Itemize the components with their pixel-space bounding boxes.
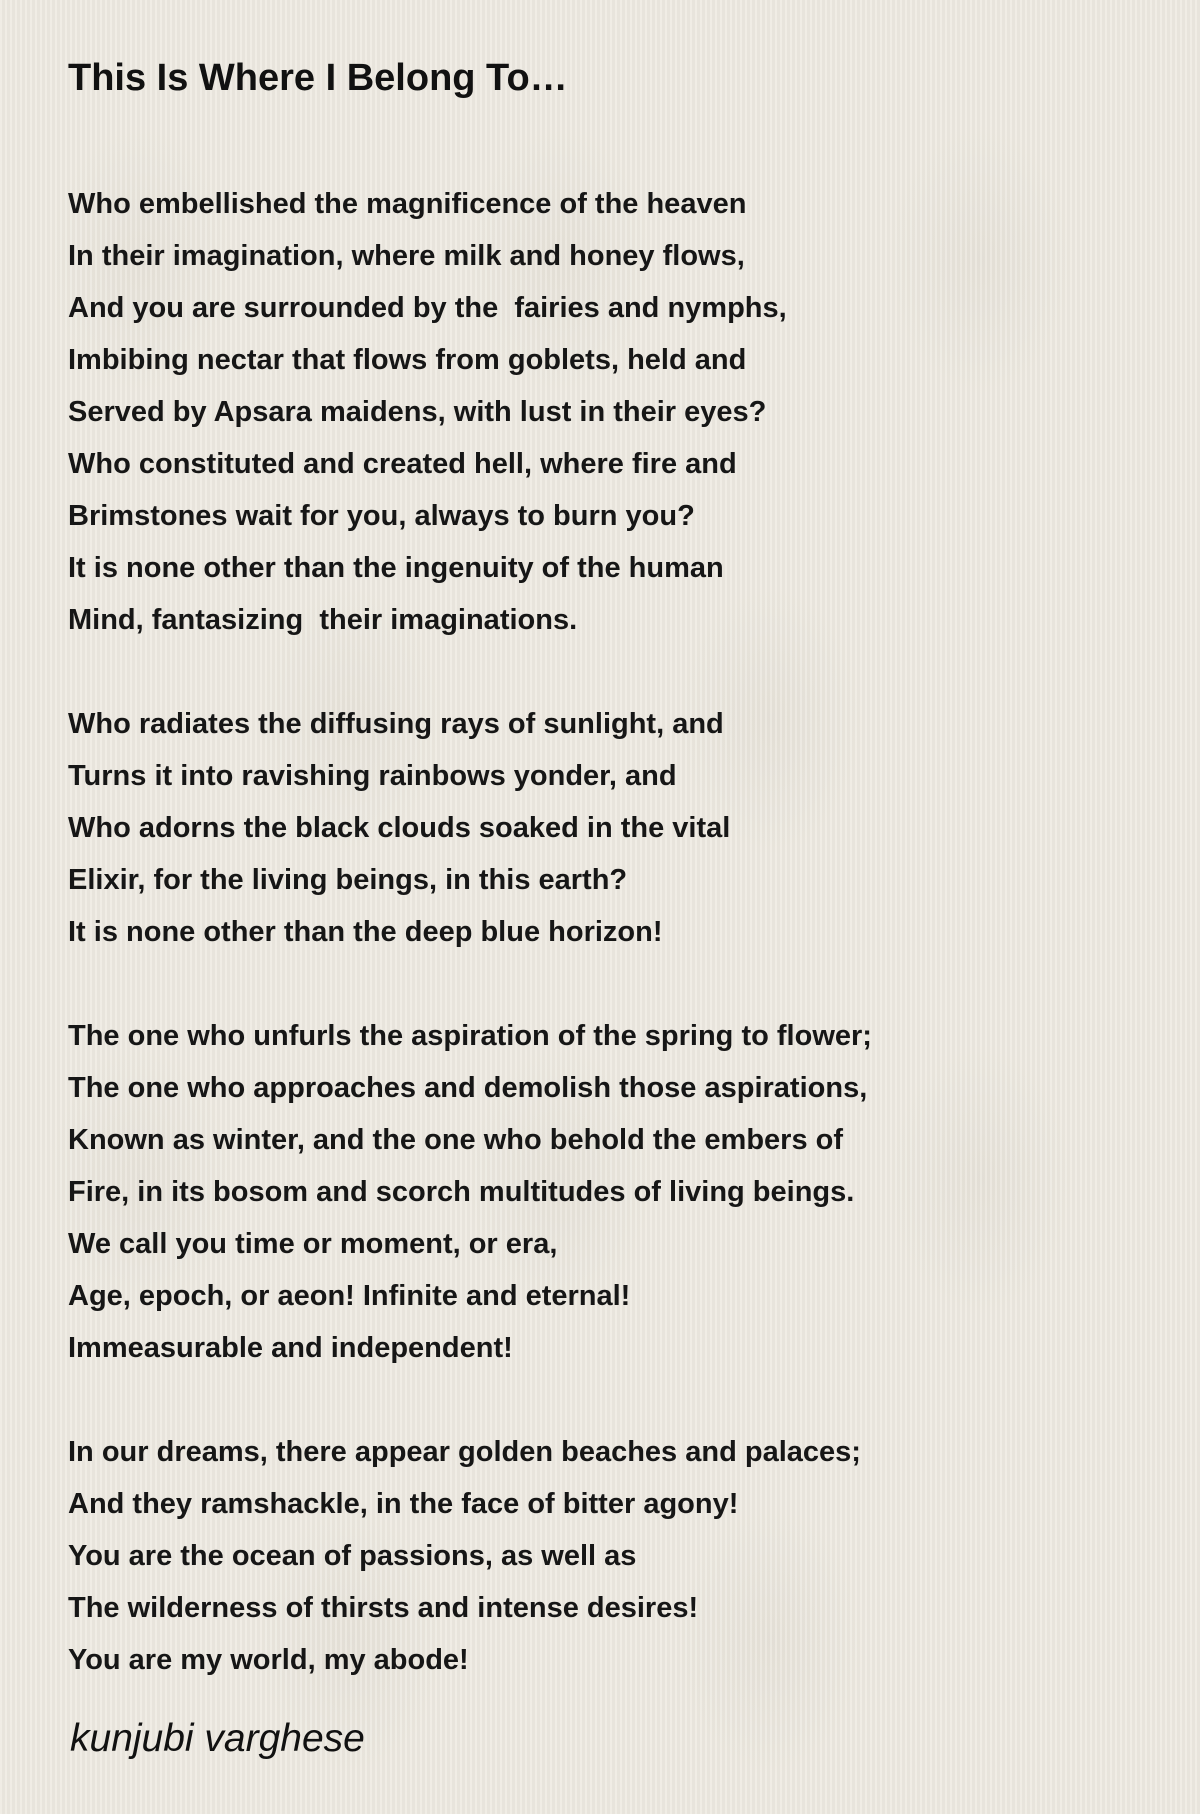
poem-line: Mind, fantasizing their imaginations. [68, 604, 578, 636]
poem-line: You are my world, my abode! [68, 1644, 469, 1676]
poem-line: It is none other than the deep blue horizon! [68, 916, 663, 948]
poem-title: This Is Where I Belong To… [68, 57, 568, 99]
poem-line: And you are surrounded by the fairies and nymphs, [68, 292, 787, 324]
stanza-3 [68, 1010, 1148, 1374]
poem-line: Elixir, for the living beings, in this earth? [68, 864, 628, 896]
poem-line: The one who approaches and demolish those aspirations, [68, 1072, 868, 1104]
stanza-2 [68, 698, 1148, 958]
poem-line: Who embellished the magnificence of the heaven [68, 188, 747, 220]
poem-line: And they ramshackle, in the face of bitter agony! [68, 1488, 739, 1520]
stanza-1 [68, 178, 1148, 646]
poem-line: We call you time or moment, or era, [68, 1228, 558, 1260]
poem-line: Imbibing nectar that flows from goblets, held and [68, 344, 747, 376]
poem-line: The one who unfurls the aspiration of the spring to flower; [68, 1020, 872, 1052]
poem-line: In our dreams, there appear golden beaches and palaces; [68, 1436, 861, 1468]
poem-line: Age, epoch, or aeon! Infinite and eternal! [68, 1280, 631, 1312]
poem-line: In their imagination, where milk and honey flows, [68, 240, 745, 272]
poem-line: Brimstones wait for you, always to burn you? [68, 500, 695, 532]
poem-line: The wilderness of thirsts and intense desires! [68, 1592, 699, 1624]
poem-line: Served by Apsara maidens, with lust in their eyes? [68, 396, 767, 428]
poem-line: It is none other than the ingenuity of the human [68, 552, 724, 584]
poem-author: kunjubi varghese [70, 1717, 365, 1760]
poem-line: You are the ocean of passions, as well as [68, 1540, 637, 1572]
poem-line: Known as winter, and the one who behold the embers of [68, 1124, 844, 1156]
poem-page [68, 48, 1148, 1738]
poem-line: Turns it into ravishing rainbows yonder, and [68, 760, 677, 792]
stanza-4 [68, 1426, 1148, 1686]
poem-line: Fire, in its bosom and scorch multitudes of living beings. [68, 1176, 855, 1208]
poem-line: Who constituted and created hell, where fire and [68, 448, 737, 480]
poem-body [68, 178, 1148, 1686]
poem-line: Immeasurable and independent! [68, 1332, 513, 1364]
poem-line: Who radiates the diffusing rays of sunlight, and [68, 708, 724, 740]
poem-line: Who adorns the black clouds soaked in the vital [68, 812, 731, 844]
